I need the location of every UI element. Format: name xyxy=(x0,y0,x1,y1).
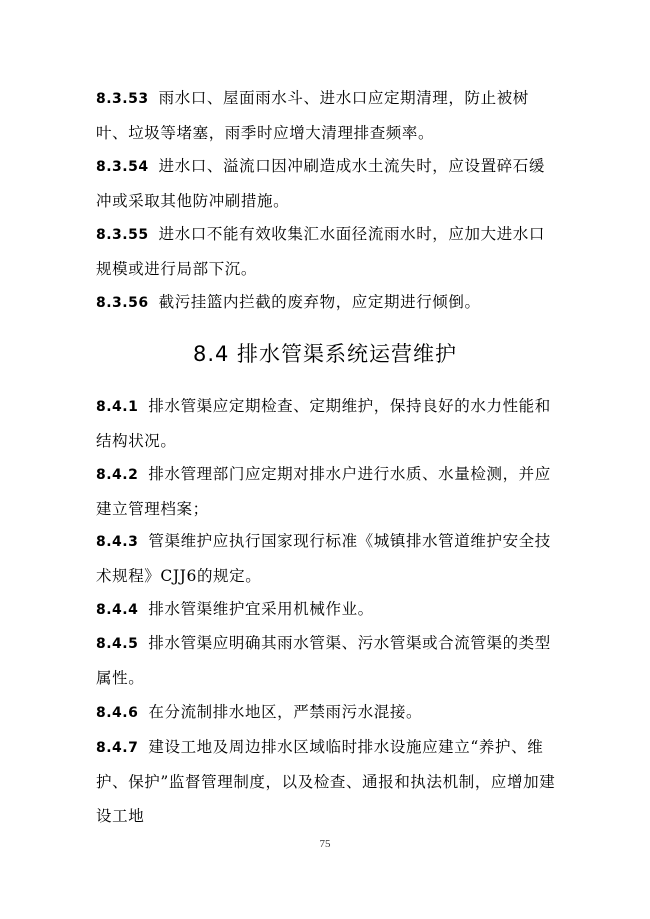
clause-8-4-4 xyxy=(96,592,558,627)
clause-text: 排水管渠应明确其雨水管渠、污水管渠或合流管渠的类型属性。 xyxy=(96,634,551,687)
clause-number: 8.4.3 xyxy=(96,534,139,550)
clause-text: 截污挂篮内拦截的废弃物，应定期进行倾倒。 xyxy=(158,293,481,311)
clause-8-4-5 xyxy=(96,626,558,695)
clause-number: 8.4.6 xyxy=(96,705,139,721)
clause-text: 管渠维护应执行国家现行标准《城镇排水管道维护安全技术规程》CJJ6的规定。 xyxy=(96,532,551,585)
clause-8-4-2 xyxy=(96,457,558,526)
clause-number: 8.4.4 xyxy=(96,602,139,618)
clause-8-4-7 xyxy=(96,730,558,833)
clause-number: 8.4.7 xyxy=(96,740,139,756)
clause-number: 8.3.56 xyxy=(96,295,149,311)
clause-text: 进水口不能有效收集汇水面径流雨水时，应加大进水口规模或进行局部下沉。 xyxy=(96,225,546,278)
clause-8-4-3 xyxy=(96,524,558,593)
clause-text: 排水管理部门应定期对排水户进行水质、水量检测，并应建立管理档案； xyxy=(96,465,551,518)
clause-8-3-55 xyxy=(96,217,558,286)
clause-text: 在分流制排水地区，严禁雨污水混接。 xyxy=(148,703,423,721)
clause-number: 8.3.55 xyxy=(96,227,149,243)
clause-text: 进水口、溢流口因冲刷造成水土流失时，应设置碎石缓冲或采取其他防冲刷措施。 xyxy=(96,157,546,210)
clause-8-4-1 xyxy=(96,389,558,458)
clause-8-3-56 xyxy=(96,285,558,320)
clause-number: 8.4.5 xyxy=(96,636,139,652)
clause-8-4-6 xyxy=(96,695,558,730)
clause-number: 8.4.1 xyxy=(96,399,139,415)
clause-number: 8.3.54 xyxy=(96,159,149,175)
clause-text: 排水管渠应定期检查、定期维护，保持良好的水力性能和结构状况。 xyxy=(96,397,551,450)
clause-8-3-53 xyxy=(96,81,558,150)
section-heading: 8.4 排水管渠系统运营维护 xyxy=(192,342,458,366)
page-number: 75 xyxy=(319,838,331,850)
clause-text: 排水管渠维护宜采用机械作业。 xyxy=(148,600,374,618)
clause-number: 8.4.2 xyxy=(96,467,139,483)
clause-text: 雨水口、屋面雨水斗、进水口应定期清理，防止被树叶、垃圾等堵塞，雨季时应增大清理排查频率。 xyxy=(96,89,529,142)
clause-number: 8.3.53 xyxy=(96,91,149,107)
clause-text: 建设工地及周边排水区域临时排水设施应建立“养护、维护、保护”监督管理制度，以及检查、通报和执法机制，应增加建设工地 xyxy=(96,738,556,825)
clause-8-3-54 xyxy=(96,149,558,218)
